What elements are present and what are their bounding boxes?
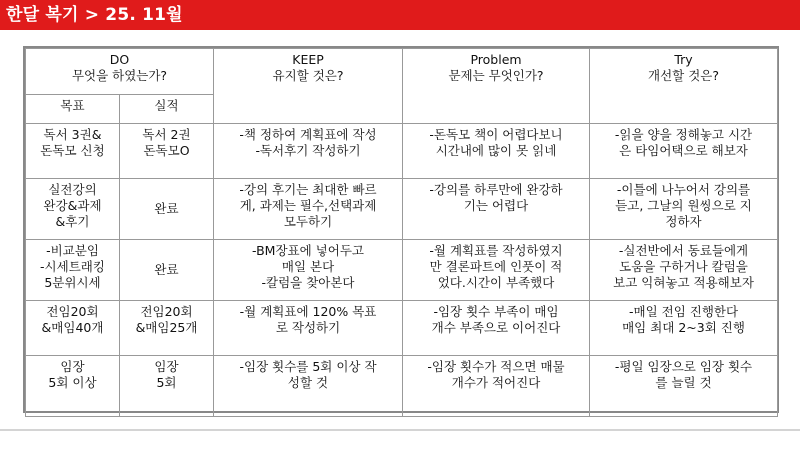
table-row [26,356,778,417]
divider [0,429,800,431]
table-row [26,179,778,240]
result-cell: 독서 2권 돈독모O [142,127,191,158]
problem-cell: -임장 횟수가 적으면 매물 개수가 적어진다 [427,359,565,390]
column-header-keep [214,49,403,124]
goal-cell: 실전강의 완강&과제 &후기 [43,182,102,229]
result-cell: 완료 [154,201,179,216]
goal-cell: 독서 3권& 돈독모 신청 [40,127,105,158]
sub-header-result: 실적 [120,95,214,124]
problem-cell: -임장 횟수 부족이 매임 개수 부족으로 이어진다 [431,304,561,335]
try-cell: -매일 전임 진행한다 매임 최대 2~3회 진행 [622,304,745,335]
keep-cell: -책 정하여 계획표에 작성 -독서후기 작성하기 [239,127,377,158]
column-header-problem [403,49,590,124]
keep-cell: -BM장표에 넣어두고 매일 본다 -칼럼을 찾아본다 [252,243,364,290]
retrospective-table [23,46,779,413]
table-row [26,124,778,179]
goal-cell: 임장 5회 이상 [48,359,97,390]
title-bar [0,0,800,30]
do-subtitle: 무엇을 하였는가? [71,68,168,83]
column-header-do [26,49,214,95]
header-row [26,49,778,95]
try-cell: -이틀에 나누어서 강의를 듣고, 그날의 원씽으로 지 정하자 [615,182,752,229]
problem-cell: -월 계획표를 작성하였지 만 결론파트에 인풋이 적 었다.시간이 부족했다 [429,243,563,290]
problem-cell: -돈독모 책이 어렵다보니 시간내에 많이 못 읽네 [429,127,563,158]
keep-title: KEEP [292,52,324,67]
keep-cell: -임장 횟수를 5회 이상 작 성할 것 [239,359,377,390]
problem-cell: -강의를 하루만에 완강하 기는 어렵다 [429,182,563,213]
keep-cell: -강의 후기는 최대한 빠르 게, 과제는 필수,선택과제 모두하기 [239,182,377,229]
keep-cell: -월 계획표에 120% 목표 로 작성하기 [239,304,377,335]
table-row [26,301,778,356]
problem-subtitle: 문제는 무엇인가? [448,68,544,83]
try-title: Try [674,52,693,67]
keep-subtitle: 유지할 것은? [272,68,344,83]
sub-header-goal: 목표 [26,95,120,124]
problem-title: Problem [470,52,522,67]
goal-cell: -비교분임 -시세트래킹 5분위시세 [40,243,105,290]
kpt-table [25,48,778,417]
try-subtitle: 개선할 것은? [648,68,719,83]
goal-cell: 전임20회 &매임40개 [41,304,104,335]
do-title: DO [109,52,130,67]
result-cell: 임장 5회 [154,359,179,390]
column-header-try [590,49,778,124]
try-cell: -읽을 양을 정해놓고 시간 은 타임어택으로 해보자 [614,127,753,158]
page-title: 한달 복기 > 25. 11월 [6,5,183,25]
result-cell: 전임20회 &매임25개 [135,304,198,335]
result-cell: 완료 [154,262,179,277]
try-cell: -평일 임장으로 임장 횟수 를 늘릴 것 [614,359,753,390]
table-row [26,240,778,301]
try-cell: -실전반에서 동료들에게 도움을 구하거나 칼럼을 보고 익혀놓고 적용해보자 [613,243,754,290]
